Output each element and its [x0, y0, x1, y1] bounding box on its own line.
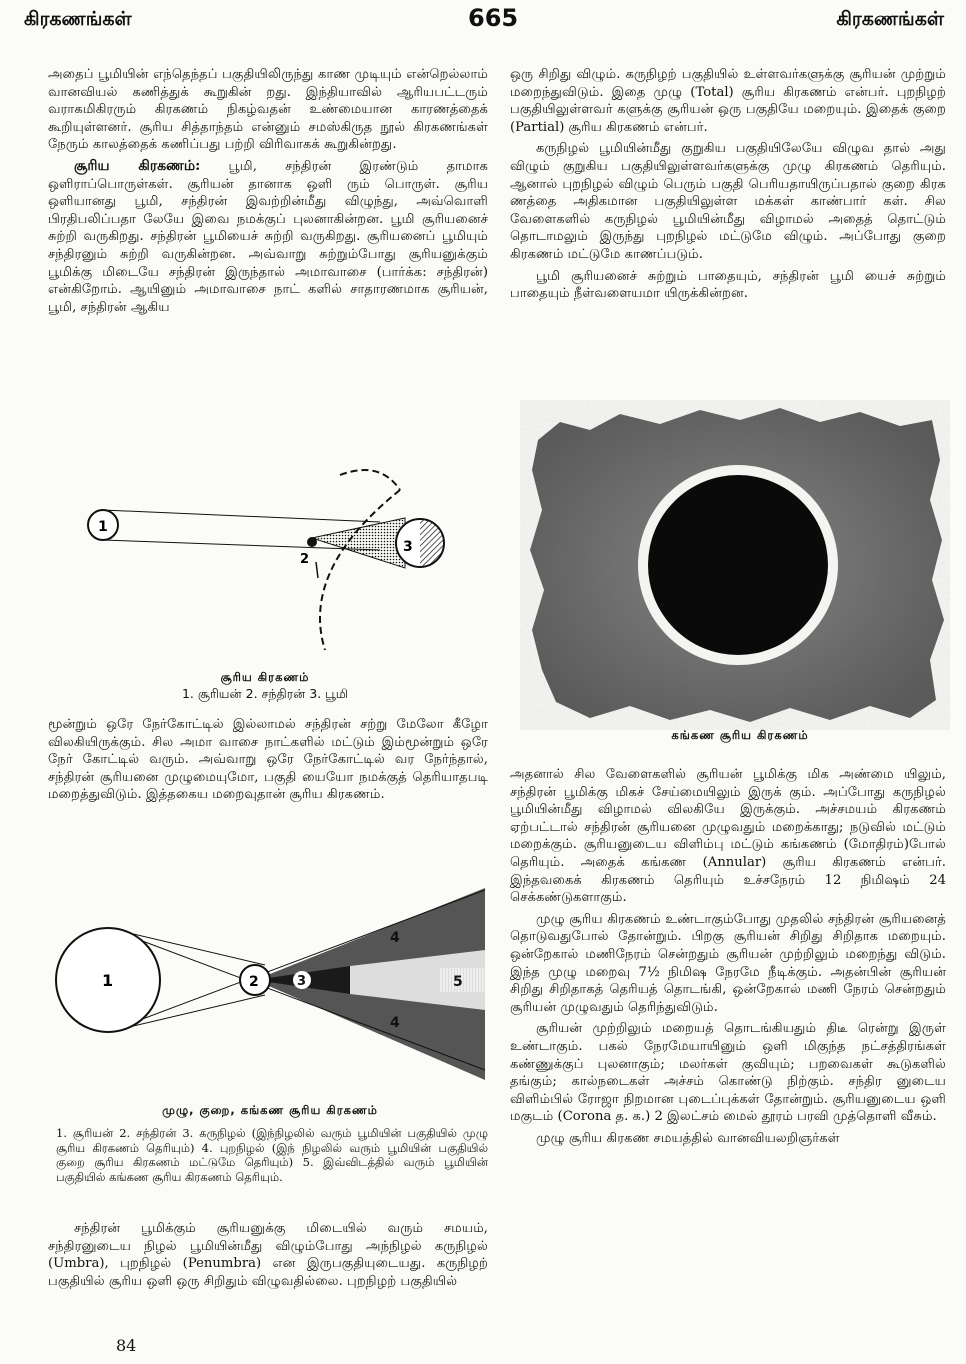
paragraph-solar-eclipse [48, 158, 488, 316]
paragraph: பூமி சூரியனைச் சுற்றும் பாதையும், சந்திரன் பூமி யைச் சுற்றும் பாதையும் நீள்வளையமா யிருக்கின்றன. [510, 268, 946, 302]
left-column-middle [48, 716, 488, 808]
right-column-bottom [510, 766, 946, 1151]
paragraph: முழு சூரிய கிரகணம் உண்டாகும்போது முதலில் சந்திரன் சூரியனைத் தொடுவதுபோல் தோன்றும். பிறகு சூரியன் சிறிது சிறிதாக மறையும். ஒன்றேகால் மணிநேரம் சென்றதும் சூரியன் முற்றிலும் மறைந்து விடும். இந்த முழு மறைவு 7½ நிமிஷ நேரமே நீடிக்கும். அதன்பின் சூரியன் சிறிது சிறிதாகத் தெரியத் தொடங்கி, ஒன்றேகால் மணி நேரம் சென்றதும் சூரியன் முழுவதும் தெரிந்துவிடும். [510, 911, 946, 1015]
section-heading: சூரிய கிரகணம்: [74, 157, 201, 174]
figure-title: சூரிய கிரகணம் [220, 670, 310, 684]
fig2-label: 4 [390, 1015, 400, 1031]
figure-solar-eclipse-geometry [80, 450, 460, 670]
annular-eclipse-photo [520, 400, 950, 730]
photo-caption: கங்கண சூரிய கிரகணம் [671, 728, 809, 742]
paragraph: அதைப் பூமியின் எந்தெந்தப் பகுதியிலிருந்து காண முடியும் என்றெல்லாம் வானவியல் கணித்துக் கூறுகின் றது. இந்தியாவில் ஆரியபட்டரும் வராகமிகிரரும் கிரகணம் நிகழ்வதன் உண்மையான காரணத்தைக் கூறியுள்ளனர். சூரிய சித்தாந்தம் என்னும் சமஸ்கிருத நூல் கிரகணங்கள் நேரும் காலத்தைக் கணிப்பது பற்றி விரிவாகக் கூறுகின்றது. [48, 67, 488, 153]
figure-2-title-wrap [70, 1103, 470, 1119]
left-column-bottom [48, 1220, 488, 1294]
figure-title: முழு, குறை, கங்கண சூரிய கிரகணம் [162, 1103, 378, 1117]
fig2-label: 4 [390, 930, 400, 946]
figure-umbra-penumbra [50, 880, 500, 1090]
figure-legend: 1. சூரியன் 2. சந்திரன் 3. பூமி [181, 686, 349, 701]
figure-2-caption: 1. சூரியன் 2. சந்திரன் 3. கருநிழல் (இந்நிழலில் வரும் பூமியின் பகுதியில் முழு சூரிய கிரகணம் தெரியும்) 4. புறநிழல் (இந் நிழலில் வரும் பூமியின் பகுதியில் குறை சூரிய கிரகணம் மட்டுமே தெரியும்) 5. இவ்விடத்தில் வரும் பூமியின் பகுதியில் கங்கண சூரிய கிரகணம் தெரியும். [56, 1126, 488, 1184]
paragraph: ஒரு சிறிது விழும். கருநிழற் பகுதியில் உள்ளவர்களுக்கு சூரியன் முற்றும் மறைந்துவிடும். இதை முழு (Total) சூரிய கிரகணம் என்பர். புறநிழற் பகுதியிலுள்ளவர் களுக்கு சூரியன் ஒரு பகுதியே மறையும். இதைக் குறை (Partial) சூரிய கிரகணம் என்பர். [510, 67, 946, 135]
right-column-top [510, 66, 946, 307]
fig2-label: 2 [249, 974, 259, 990]
paragraph: சூரியன் முற்றிலும் மறையத் தொடங்கியதும் திடீ ரென்று இருள் உண்டாகும். பகல் நேரமேயாயினும் ஒளி மிகுந்த நட்சத்திரங்கள் கண்ணுக்குப் புலனாகும்; மலர்கள் குவியும்; பறவைகள் கூடுகளில் தங்கும்; கால்நடைகள் அச்சம் கொண்டு நிற்கும். சந்திர னுடைய விளிம்பில் ரோஜா நிறமான புடைப்புக்கள் தோன்றும். சூரியனுடைய ஒளி மகுடம் (Corona த. க.) 2 இலட்சம் மைல் தூரம் பரவி முத்தொளி வீசும். [510, 1021, 946, 1125]
paragraph: கருநிழல் பூமியின்மீது குறுகிய பகுதியிலேயே விழுவ தால் அது விழும் குறுகிய பகுதியிலுள்ளவர்களுக்கு முழு கிரகணம் தெரியும். ஆனால் புறநிழல் விழும் பெரும் பகுதி பெரியதாயிருப்பதால் குறை கிரக ணத்தை அதிகமான பகுதியிலுள்ள மக்கள் காண்பார் கள். சில வேளைகளில் கருநிழல் பூமியின்மீது விழாமல் அதைத் தொட்டும் தொடாமலும் இருந்து புறநிழல் மட்டுமே விழும். அப்போது குறை கிரகணம் மட்டுமே காணப்படும். [510, 141, 946, 262]
paragraph: சந்திரன் பூமிக்கும் சூரியனுக்கு மிடையில் வரும் சமயம், சந்திரனுடைய நிழல் பூமியின்மீது விழும்போது அந்நிழல் கருநிழல் (Umbra), புறநிழல் (Penumbra) என இருபகுதியுடையது. கருநிழற் பகுதியில் சூரிய ஒளி ஒரு சிறிதும் விழுவதில்லை. புறநிழற் பகுதியில் [48, 1221, 488, 1289]
fig1-label: 2 [300, 552, 310, 567]
fig2-label: 3 [297, 974, 307, 989]
fig1-label: 1 [98, 519, 108, 535]
running-header-left: கிரகணங்கள் [24, 8, 132, 30]
paragraph-text: பூமி, சந்திரன் இரண்டும் தாமாக ஒளிராப்பொருள்கள். சூரியன் தானாக ஒளி ரும் பொருள். சூரிய ஒளியானது பூமி, சந்திரன் இவற்றின்மீது விழுந்து, அவ்வொளி பிரதிபலிப்பதா லேயே இவை நமக்குப் புலனாகின்றன. பூமி சூரியனைச் சுற்றி வருகிறது. சந்திரன் பூமியைச் சுற்றி வருகிறது. சூரியனைப் பூமியும் சந்திரனும் சுற்றி வருகின்றன. அவ்வாறு சுற்றும்போது சூரியனுக்கும் பூமிக்கு மிடையே சந்திரன் இருந்தால் அமாவாசை (பார்க்க: சந்திரன்) என்கிறோம். ஆயினும் அமாவாசை நாட் களில் சாதாரணமாக சூரியன், பூமி, சந்திரன் ஆகிய [48, 158, 488, 315]
paragraph: மூன்றும் ஒரே நேர்கோட்டில் இல்லாமல் சந்திரன் சற்று மேலோ கீழோ விலகியிருக்கும். சில அமா வாசை நாட்களில் மட்டும் இம்மூன்றும் ஒரே நேர் கோட்டில் வரும். அவ்வாறு ஒரே நேர்கோட்டில் வர நேர்ந்தால், சந்திரன் சூரியனை முழுமையுமோ, பகுதி யையோ நமக்குத் தெரியாதபடி மறைத்துவிடும். இத்தகைய மறைவுதான் சூரிய கிரகணம். [48, 717, 488, 803]
fig2-label: 1 [102, 971, 114, 990]
paragraph: அதனால் சில வேளைகளில் சூரியன் பூமிக்கு மிக அண்மை யிலும், சந்திரன் பூமிக்கு மிகச் சேய்மையிலும் இருக் கும். அப்போது கருநிழல் பூமியின்மீது விழாமல் விலகியே இருக்கும். அச்சமயம் கிரகணம் ஏற்பட்டால் சந்திரன் சூரியனை முழுவதும் மறைக்காது; நடுவில் மட்டும் மறைக்கும். சூரியனுடைய விளிம்பு மட்டும் கங்கணம் (மோதிரம்)போல் தெரியும். அதைக் கங்கண (Annular) சூரிய கிரகணம் என்பர். இந்தவகைக் கிரகணம் தெரியும் உச்சநேரம் 12 நிமிஷம் 24 செக்கண்டுகளாகும். [510, 767, 946, 906]
left-column-top [48, 66, 488, 320]
fig1-label: 3 [403, 539, 413, 555]
fig2-label: 5 [453, 974, 463, 990]
sheet-number: 84 [116, 1336, 137, 1355]
photo-caption-wrap [560, 728, 920, 744]
paragraph: முழு சூரிய கிரகண சமயத்தில் வானவியலறிஞர்கள் [536, 1130, 840, 1146]
running-header-right: கிரகணங்கள் [836, 8, 944, 30]
page-number: 665 [468, 4, 519, 32]
figure-1-caption [100, 670, 430, 703]
